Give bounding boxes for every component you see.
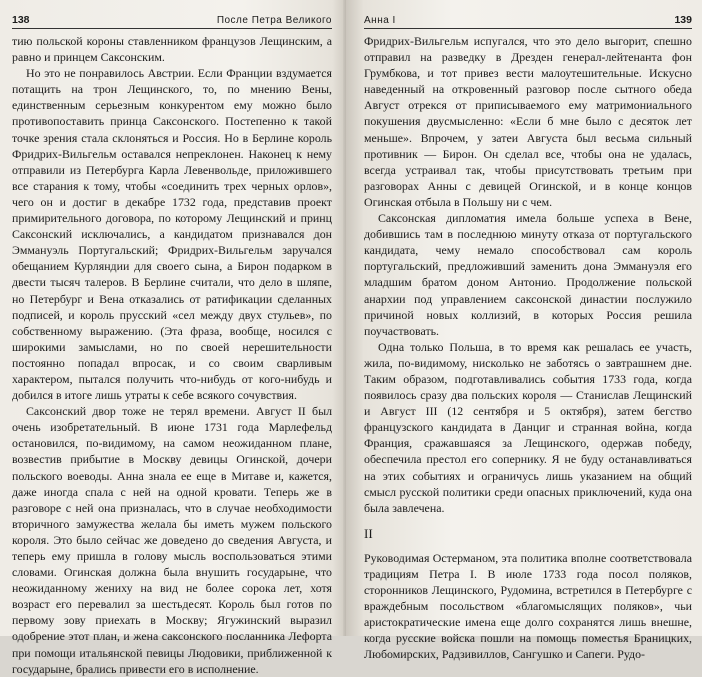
right-body-text <box>364 33 692 663</box>
left-page-number: 138 <box>12 14 30 26</box>
left-body-text <box>12 33 332 677</box>
right-paragraph: Саксонская дипломатия имела больше успеха в Вене, добившись там в последнюю минуту отказа от португальского кандидата, чему немало способствовал сам король португальский, предложивший заменить дона Эммануэля его младшим братом доном Антонио. Продолжение польской анархии под управлением саксонской династии послужило причиной новых коллизий, в которых Россия решила поучаствовать. <box>364 211 692 338</box>
right-running-title: Анна I <box>364 15 396 26</box>
right-paragraph: Руководимая Остерманом, эта политика вполне соответствовала традициям Петра I. В июле 1733 года посол поляков, сторонников Лещинского, Рудомина, встретился в Петербурге с враждебным посольством «благомыслящих поляков», чьи аристократические имена еще долго сохранятся лишь внешне, когда русские войска пошли на помощь поместья Браницких, Любомирских, Радзивиллов, Сангушко и Сапеги. Рудо- <box>364 550 692 662</box>
right-paragraph: Фридрих-Вильгельм испугался, что это дело выгорит, спешно отправил на разведку в Дрезден генерал-лейтенанта фон Грумбкова, и тот привез вести малоутешительные. Искусно наведенный на откровенный разговор после сытного обеда Август отрекся от приписываемого ему матримониального покушения двусмысленно: «Если б мне было с десяток лет меньше». Впрочем, у затеи Августа был весьма сильный противник — Бирон. Он сделал все, чтобы она не удалась, всегда устраивал так, чтобы присутствовать третьим при разговорах Анны с девицей Огинской, и в конце концов Огинская отбыла в Польшу ни с чем. <box>364 34 692 209</box>
right-page <box>346 0 702 662</box>
left-running-head <box>12 14 332 29</box>
left-paragraph: тию польской короны ставленником французов Лещинским, а равно и принцем Саксонским. <box>12 34 332 65</box>
right-page-number: 139 <box>674 14 692 26</box>
left-page <box>0 0 346 676</box>
left-running-title: После Петра Великого <box>216 15 332 26</box>
right-running-head <box>364 14 692 29</box>
left-paragraph: Но это не понравилось Австрии. Если Франции вздумается потащить на трон Лещинского, то, по мнению Вены, единственным серьезным конкурентом ему можно было противопоставить принца Саксонского. Постепенно к такой точке зрения стала склоняться и Россия. Но в Берлине король Фридрих-Вильгельм оставался непреклонен. Наконец к нему отправили из Петербурга Карла Левенвольде, приложившего все старания к тому, чтобы «соединить трех черных орлов», чего он и достиг в декабре 1732 года, представив проект примирительного договора, по которому Лещинский и принц Саксонский исключались, а кандидатом признавался дон Эммануэль Португальский; Фридрих-Вильгельм заручался обещанием Курляндии для своего сына, а Бирон подарком в двести тысяч талеров. В Берлине считали, что дело в шляпе, но Петербург и Вена отказались от ратификации сделанных подписей, и король прусский «сел между двух стульев», по собственному выражению. (Эта фраза, вообще, носился с широкими замыслами, но по своей нерешительности постоянно попадал впросак, и со своим сварливым характером, пытался получить что-нибудь от кого-нибудь и добился в итоге лишь утраты к себе всякого сочувствия. <box>12 66 332 403</box>
section-number: II <box>364 525 373 541</box>
left-paragraph: Саксонский двор тоже не терял времени. Август II был очень изобретательный. В июне 1731 года Марлефельд остановился, по-видимому, на самом неожиданном плане, возвестив прибытие в Москву девицы Огинской, дочери польского воеводы. Анна знала ее еще в Митаве и, кажется, даже иногда спала с ней на одной кровати. Теперь же в разговоре с ней она призналась, что в случае необходимости вторичного замужества желала бы иметь мужем польского короля. Это было сейчас же доведено до сведения Августа, и теперь ему пришла в голову мысль воспользоваться этими словами. Огинская должна была внушить государыне, что неожиданному жениху на вид не более сорока лет, хотя возраст его перевалил за шестьдесят. Король был готов по первому зову приехать в Москву; Ягужинский выразил одобрение этот план, и жена саксонского посланника Лефорта при помощи итальянской певицы Людовики, приближенной к государыне, брались привести его в исполнение. <box>12 404 332 676</box>
right-paragraph: Одна только Польша, в то время как решалась ее участь, жила, по-видимому, нисколько не заботясь о завтрашнем дне. Таким образом, подготавливались события 1733 года, когда появилось сразу два польских короля — Станислав Лещинский и Август III (12 сентября и 5 октября), затем бегство французского кандидата в Данциг и странная война, когда Франция, сражавшаяся за Лещинского, одержав победу, обеспечила престол его сопернику. Я не буду останавливаться на этих событиях и ограничусь лишь указанием на общий смысл русской политики среди опасных приключений, куда она была завлечена. <box>364 339 692 515</box>
